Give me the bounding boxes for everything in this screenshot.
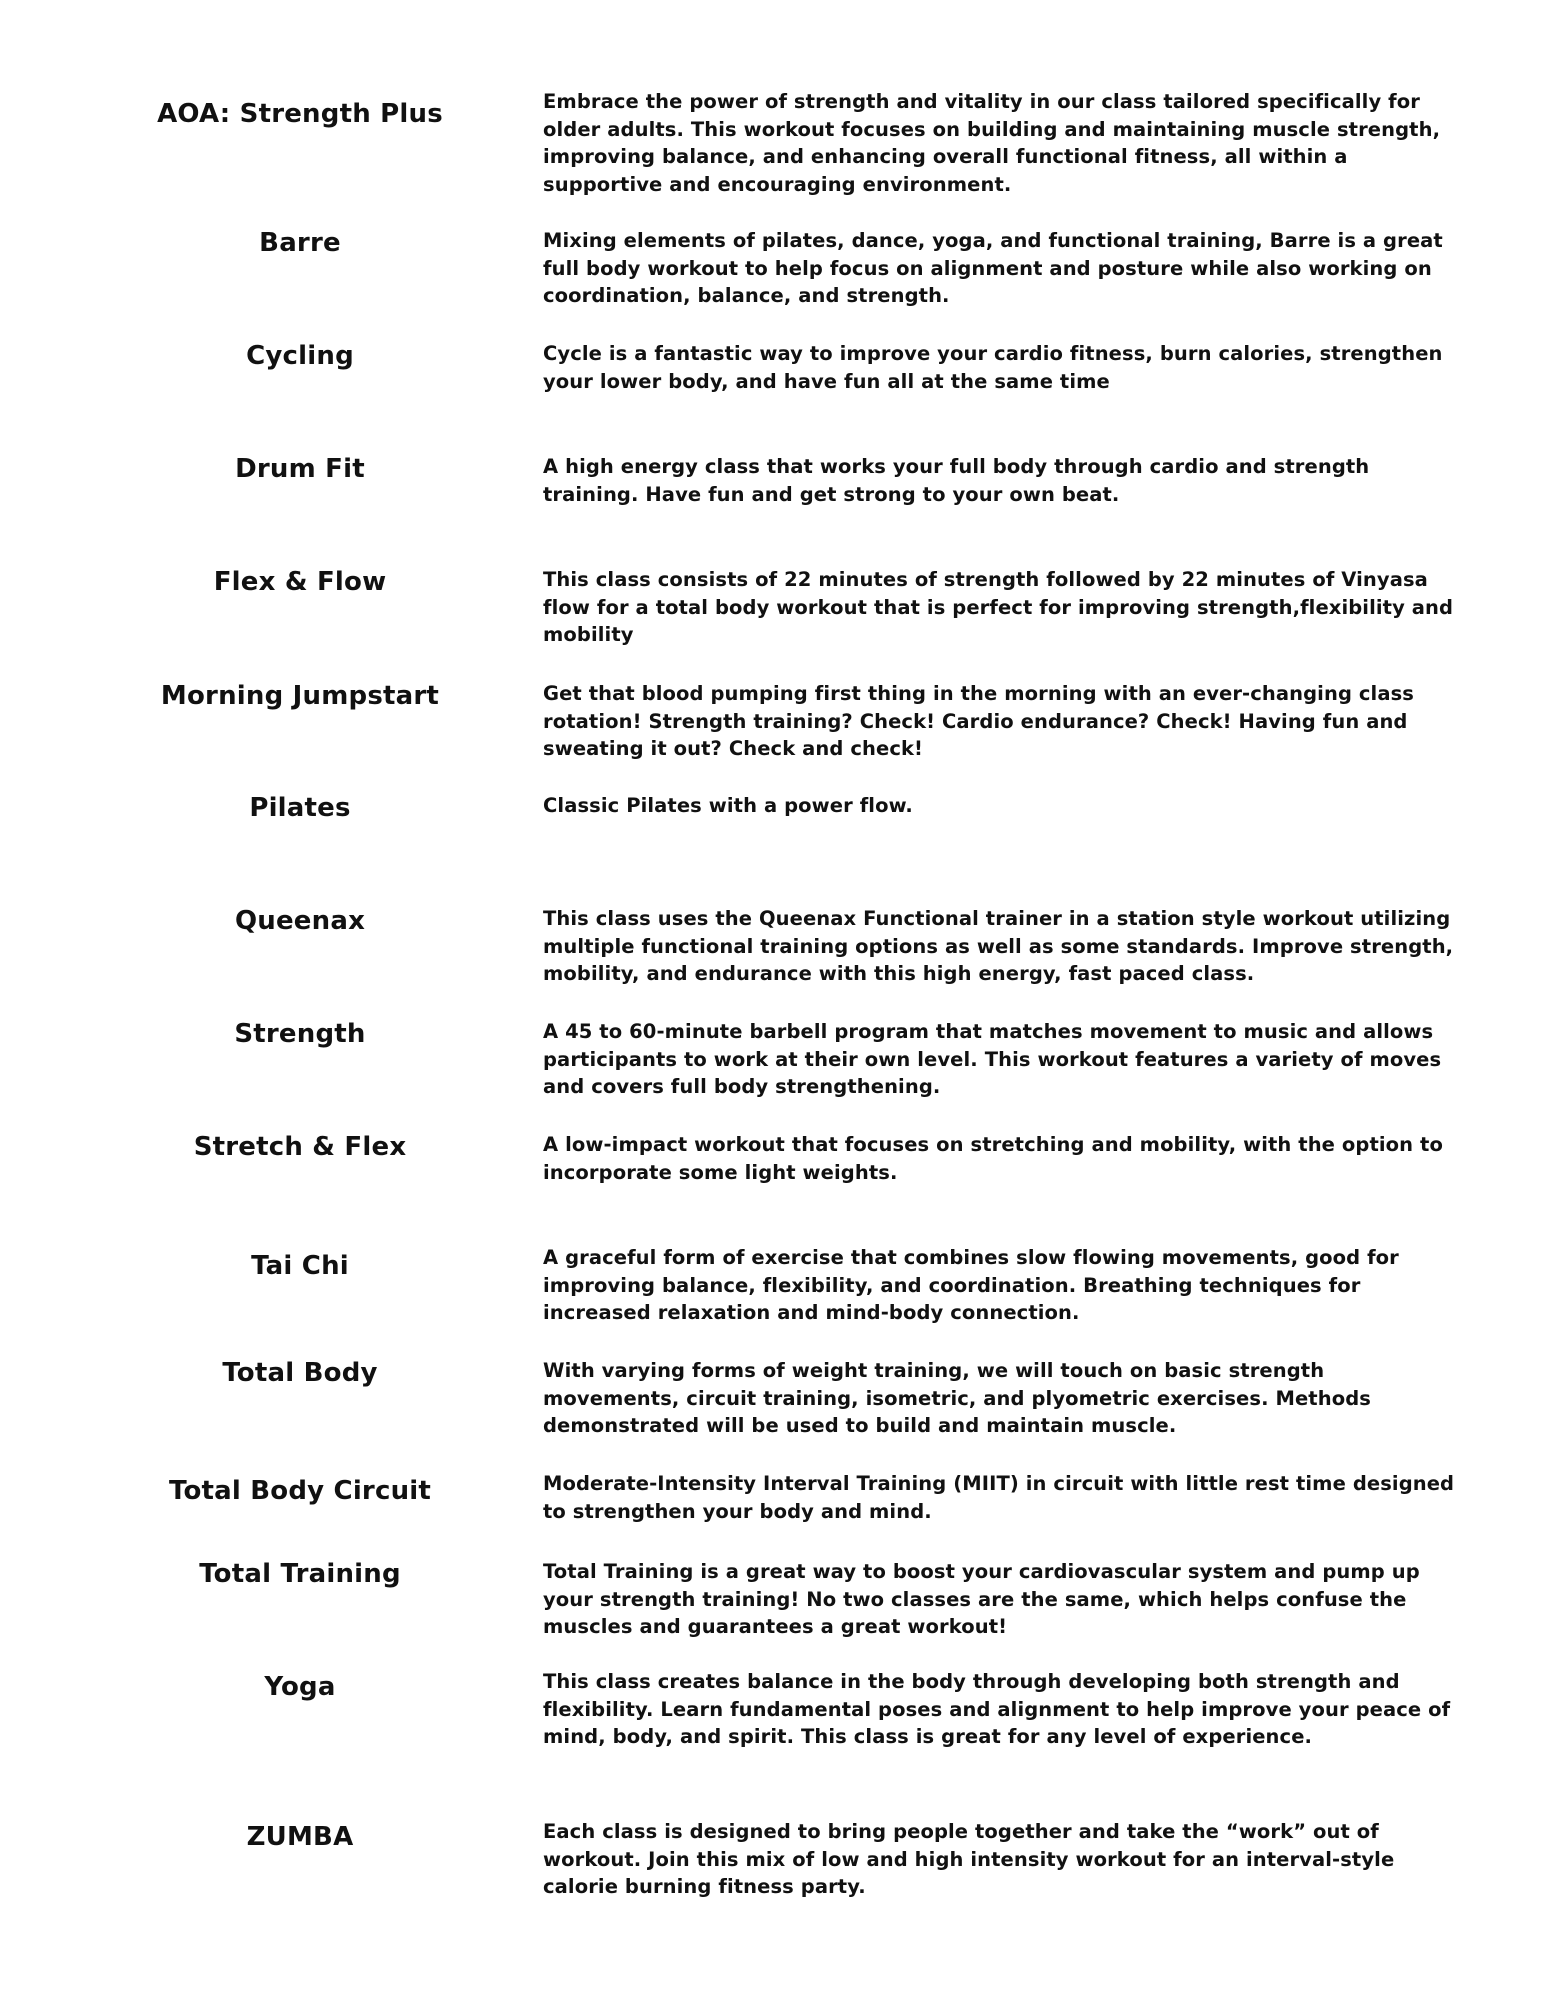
class-description: A low-impact workout that focuses on stretching and mobility, with the option to incorporate some light weights. (543, 1133, 1443, 1184)
class-name: Total Body Circuit (168, 1476, 432, 1506)
class-name: Flex & Flow (213, 567, 387, 597)
class-name: Cycling (246, 341, 354, 371)
class-name: AOA: Strength Plus (157, 99, 443, 129)
class-name: Strength (234, 1019, 366, 1049)
class-description: Each class is designed to bring people together and take the “work” out of workout. Join this mix of low and high intensity workout for an interval-style calorie burning fitness party. (543, 1820, 1395, 1898)
class-name: Yoga (264, 1672, 336, 1702)
class-name: Queenax (234, 906, 366, 936)
class-description: Get that blood pumping first thing in the morning with an ever-changing class rotation! Strength training? Check! Cardio endurance? Check! Having fun and sweating it out? Check and check! (543, 682, 1415, 760)
class-description: Embrace the power of strength and vitality in our class tailored specifically for older adults. This workout focuses on building and maintaining muscle strength, improving balance, and enhancing overall functional fitness, all within a supportive and encouraging environment. (543, 90, 1441, 196)
class-name: Morning Jumpstart (160, 681, 440, 711)
class-description: With varying forms of weight training, we will touch on basic strength movements, circuit training, isometric, and plyometric exercises. Methods demonstrated will be used to build and maintain muscle. (543, 1359, 1371, 1437)
class-description: A 45 to 60-minute barbell program that matches movement to music and allows participants to work at their own level. This workout features a variety of moves and covers full body strengthening. (543, 1020, 1442, 1098)
class-name: Barre (259, 228, 341, 258)
class-description: A high energy class that works your full body through cardio and strength training. Have fun and get strong to your own beat. (543, 455, 1370, 506)
class-description: Mixing elements of pilates, dance, yoga, and functional training, Barre is a great full body workout to help focus on alignment and posture while also working on coordination, balance, and strength. (543, 229, 1443, 307)
class-name: Total Body (222, 1358, 378, 1388)
class-description: This class consists of 22 minutes of strength followed by 22 minutes of Vinyasa flow for a total body workout that is perfect for improving strength,flexibility and mobility (543, 568, 1454, 646)
class-description: A graceful form of exercise that combines slow flowing movements, good for improving balance, flexibility, and coordination. Breathing techniques for increased relaxation and mind-body connection. (543, 1246, 1399, 1324)
class-description: Moderate-Intensity Interval Training (MIIT) in circuit with little rest time designed to strengthen your body and mind. (543, 1472, 1455, 1523)
class-name: Drum Fit (235, 454, 365, 484)
class-name: Stretch & Flex (193, 1132, 407, 1162)
class-name: Tai Chi (251, 1251, 349, 1281)
class-description: This class creates balance in the body through developing both strength and flexibility. Learn fundamental poses and alignment to help improve your peace of mind, body, and spirit. This class is great for any level of experience. (543, 1670, 1451, 1748)
class-description: This class uses the Queenax Functional trainer in a station style workout utilizing multiple functional training options as well as some standards. Improve strength, mobility, and endurance with this high energy, fast paced class. (543, 907, 1454, 985)
class-name: ZUMBA (246, 1822, 354, 1852)
class-description: Total Training is a great way to boost your cardiovascular system and pump up your strength training! No two classes are the same, which helps confuse the muscles and guarantees a great workout! (543, 1560, 1420, 1638)
class-name: Pilates (249, 793, 351, 823)
class-description: Classic Pilates with a power flow. (543, 794, 913, 817)
class-description: Cycle is a fantastic way to improve your cardio fitness, burn calories, strengthen your lower body, and have fun all at the same time (543, 342, 1443, 393)
class-name: Total Training (199, 1559, 401, 1589)
